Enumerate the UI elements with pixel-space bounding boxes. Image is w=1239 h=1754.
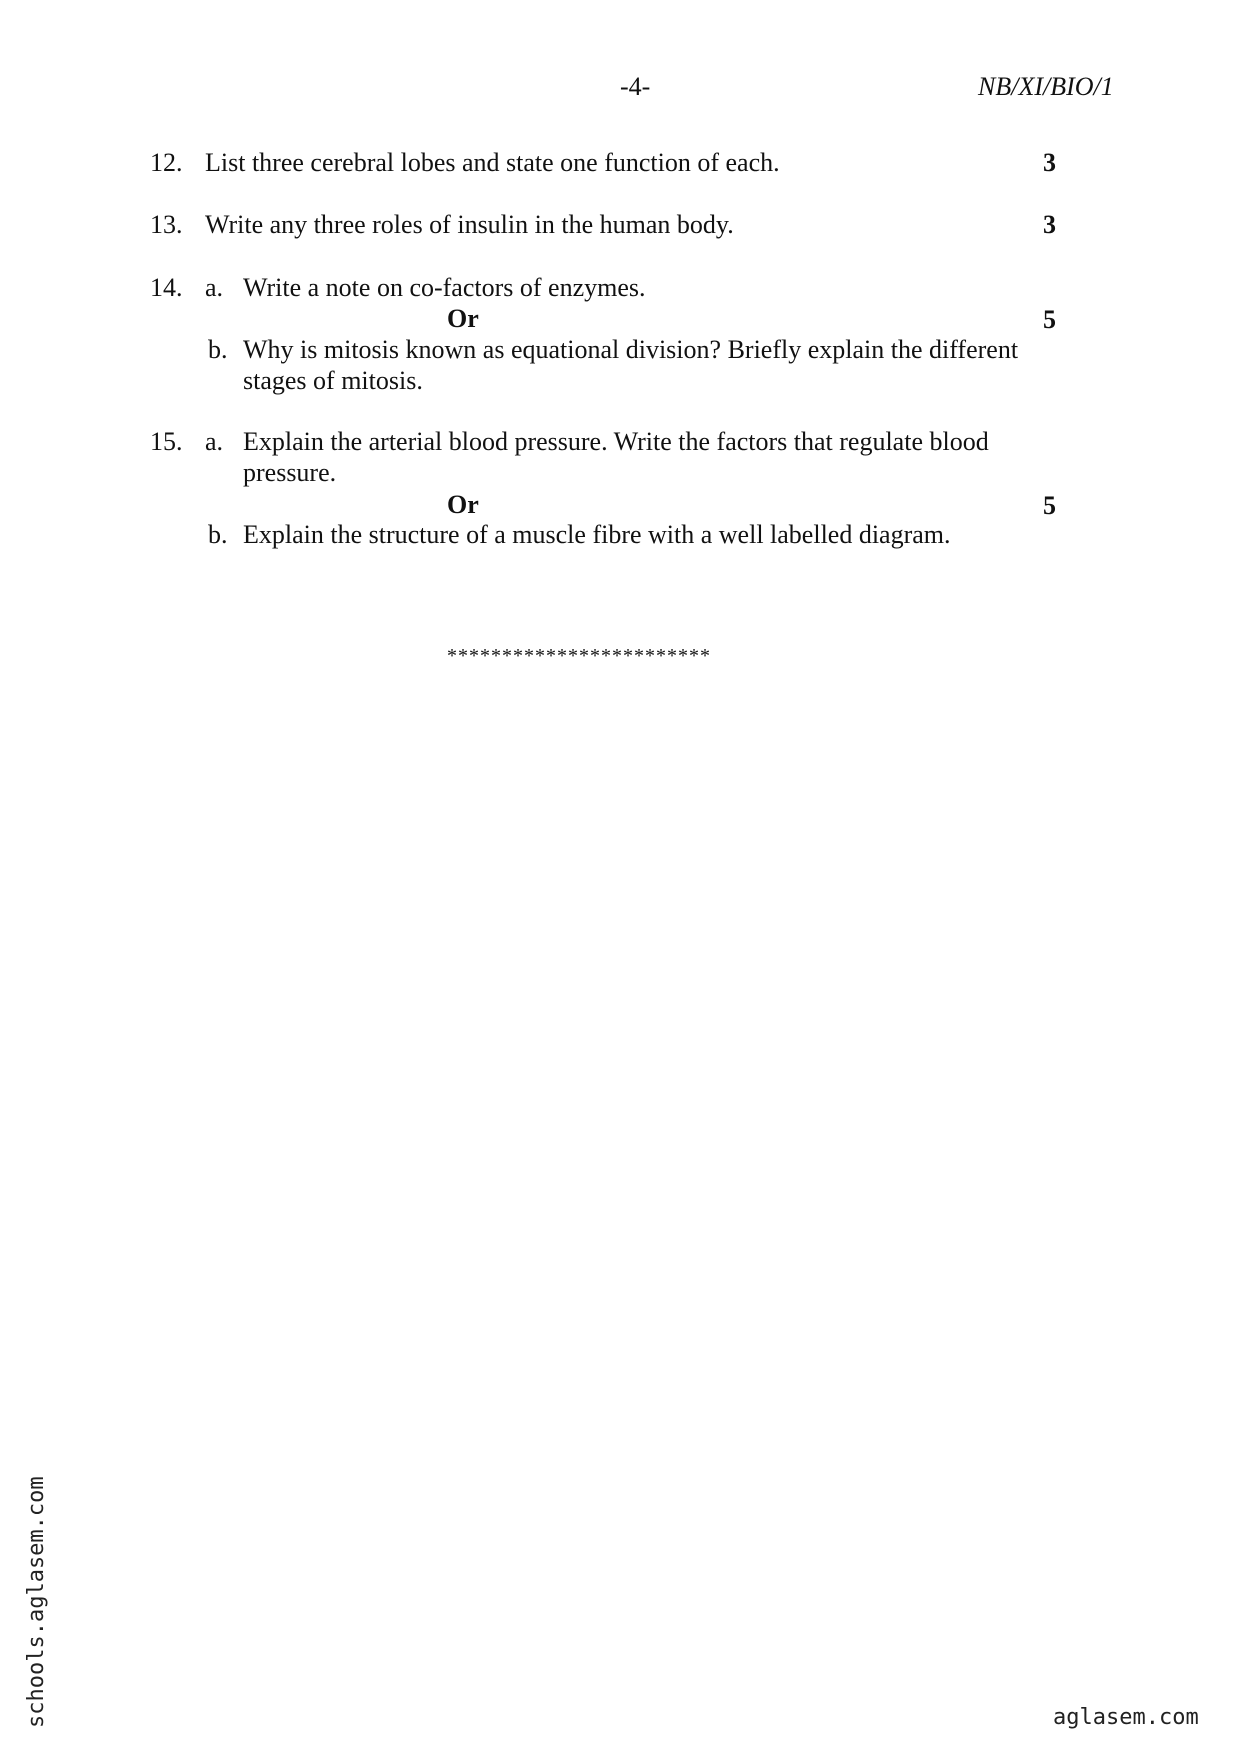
end-of-paper-marker: ************************ [447,645,711,667]
question-number: 14. [150,273,183,302]
question-number: 15. [150,427,183,456]
option-a-label: a. [205,427,224,456]
paper-code: NB/XI/BIO/1 [978,72,1114,101]
option-a-text: Write a note on co-factors of enzymes. [243,273,646,302]
option-b-label: b. [208,520,228,549]
or-separator: Or [447,490,479,519]
option-a-text-line2: pressure. [243,458,337,487]
option-b-label: b. [208,335,228,364]
question-text: List three cerebral lobes and state one function of each. [205,148,780,177]
question-number: 13. [150,210,183,239]
or-separator: Or [447,304,479,333]
question-marks: 5 [1043,305,1056,334]
question-marks: 5 [1043,491,1056,520]
question-text: Write any three roles of insulin in the human body. [205,210,734,239]
page-number: -4- [620,72,651,101]
question-number: 12. [150,148,183,177]
footer-watermark: aglasem.com [1053,1705,1199,1730]
question-marks: 3 [1043,210,1056,239]
option-a-text-line1: Explain the arterial blood pressure. Write the factors that regulate blood [243,427,989,456]
side-watermark: schools.aglasem.com [24,1476,49,1728]
question-marks: 3 [1043,148,1056,177]
option-a-label: a. [205,273,224,302]
option-b-text-line1: Why is mitosis known as equational division? Briefly explain the different [243,335,1019,364]
option-b-text: Explain the structure of a muscle fibre with a well labelled diagram. [243,520,951,549]
option-b-text-line2: stages of mitosis. [243,366,423,395]
